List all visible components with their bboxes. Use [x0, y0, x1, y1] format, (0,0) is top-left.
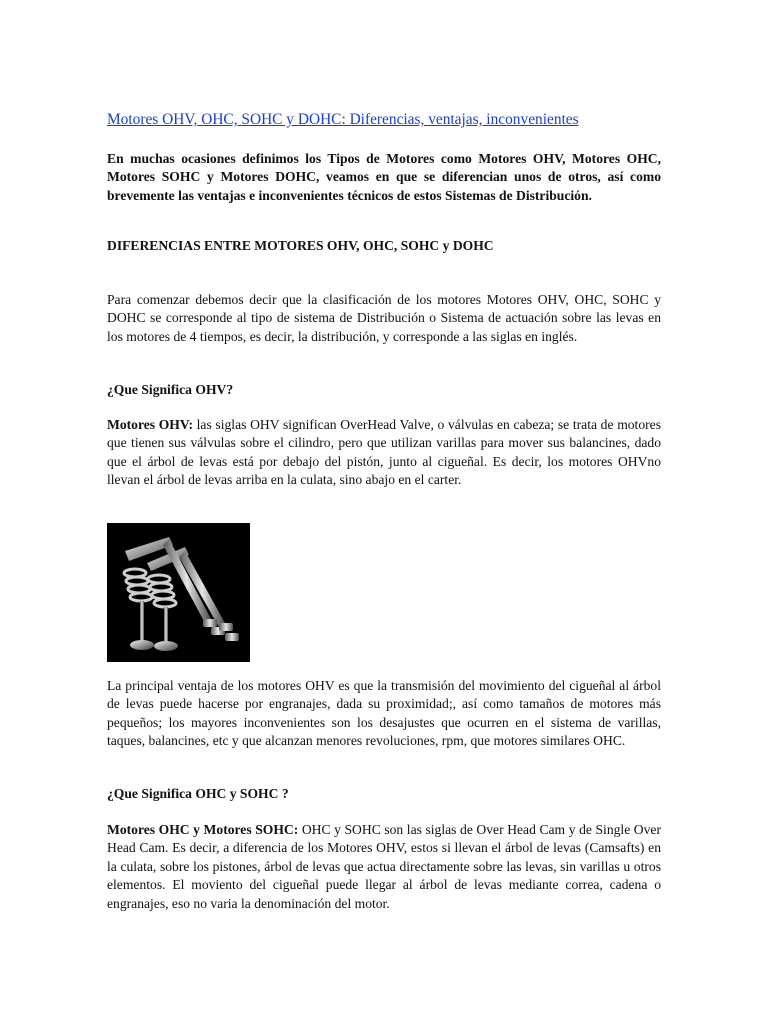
intro-paragraph: En muchas ocasiones definimos los Tipos de Motores como Motores OHV, Motores OHC, Motores SOHC y Motores DOHC, veamos en que se diferencian unos de otros, así como brevemente las ventajas e inconvenientes técnicos de estos Sistemas de Distribución. — [107, 151, 661, 203]
intro-classification-paragraph: Para comenzar debemos decir que la clasificación de los motores Motores OHV, OHC, SOHC y DOHC se corresponde al tipo de sistema de Distribución o Sistema de actuación sobre las levas en los motores de 4 tiempos, es decir, la distribución, y corresponde a las siglas en inglés. — [107, 292, 661, 344]
ohv-label: Motores OHV: — [107, 417, 193, 432]
ohc-paragraph — [107, 821, 661, 913]
valve-mechanism-illustration — [107, 523, 250, 662]
document-title-link[interactable]: Motores OHV, OHC, SOHC y DOHC: Diferencias, ventajas, inconvenientes — [107, 111, 579, 128]
question-ohv-heading: ¿Que Significa OHV? — [107, 382, 234, 397]
question-ohc-heading: ¿Que Significa OHC y SOHC ? — [107, 786, 289, 801]
valve-mechanism-image — [107, 523, 250, 662]
ohc-text: OHC y SOHC son las siglas de Over Head Cam y de Single Over Head Cam. Es decir, a diferencia de los Motores OHV, estos si llevan el árbol de levas (Camsafts) en la culata, sobre los pistones, árbol de levas que actua directamente sobre las levas, sin varillas u otros elementos. El moviento del cigueñal puede llegar al árbol de levas mediante correa, cadena o engranajes, eso no varia la denominación del motor. — [107, 822, 661, 911]
ohc-label: Motores OHC y Motores SOHC: — [107, 822, 299, 837]
ohv-paragraph — [107, 416, 661, 490]
ohv-text: las siglas OHV significan OverHead Valve, o válvulas en cabeza; se trata de motores que tienen sus válvulas sobre el cilindro, pero que utilizan varillas para mover sus balancines, dado que el árbol de levas está por debajo del pistón, junto al cigueñal. Es decir, los motores OHVno llevan el árbol de levas arriba en la culata, sino abajo en el carter. — [107, 417, 661, 488]
ohv-advantages-paragraph: La principal ventaja de los motores OHV es que la transmisión del movimiento del cigueñal al árbol de levas puede hacerse por engranajes, dada su proximidad;, así como tamaños de motores más pequeños; los mayores inconvenientes son los desajustes que ocurren en el sistema de varillas, taques, balancines, etc y que alcanzan menores revoluciones, rpm, que motores similares OHC. — [107, 678, 661, 749]
section-heading: DIFERENCIAS ENTRE MOTORES OHV, OHC, SOHC y DOHC — [107, 238, 494, 253]
